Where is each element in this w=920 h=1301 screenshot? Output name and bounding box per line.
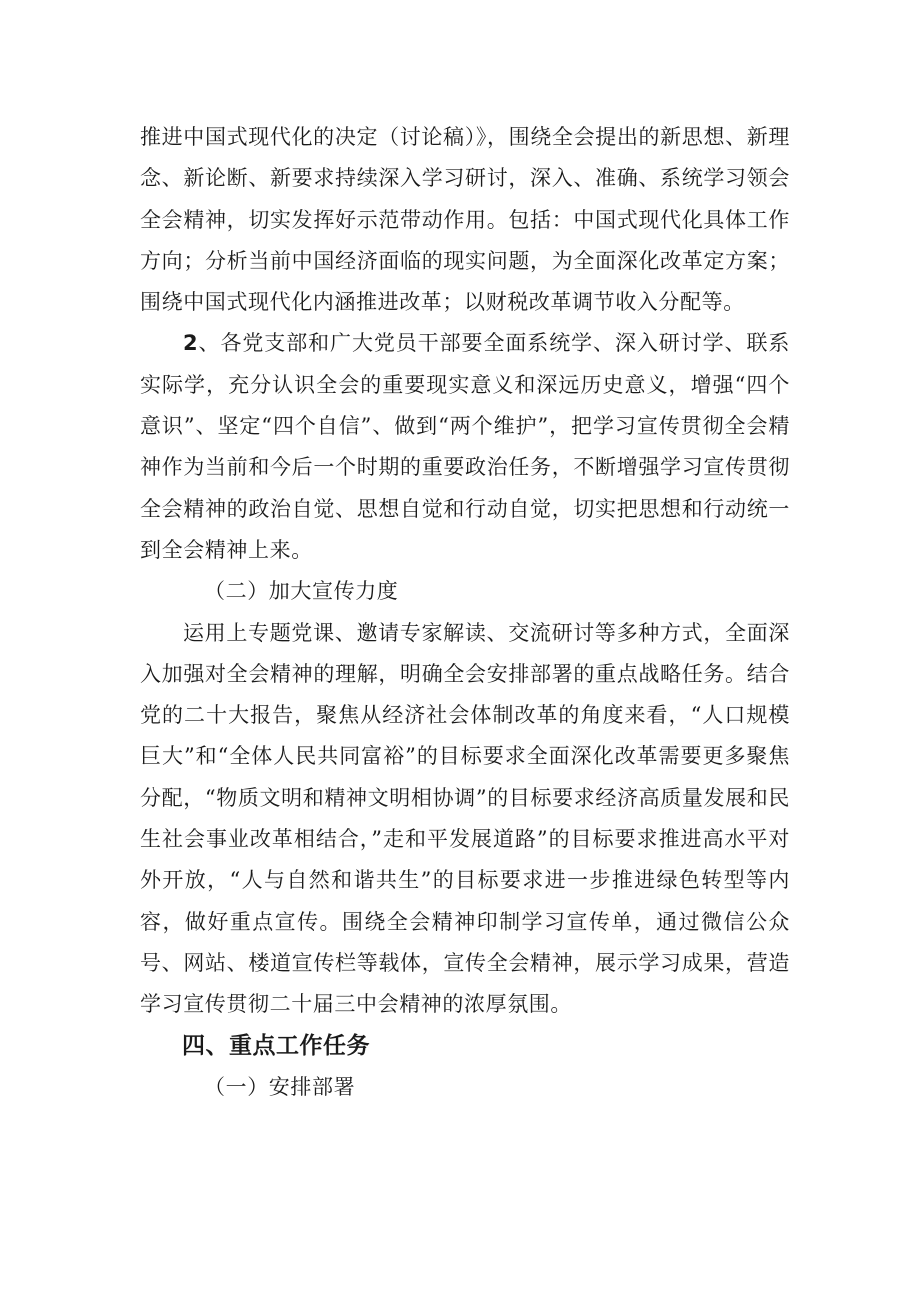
section-heading-key-tasks: 四、重点工作任务 bbox=[182, 1032, 370, 1059]
subheading-publicity: （二）加大宣传力度 bbox=[204, 579, 399, 604]
item-text: 、各党支部和广大党员干部要全面系统学、深入研讨学、联系实际学，充分认识全会的重要现实意义和深远历史意义，增强“四个意识”、坚定“四个自信”、做到“两个维护”，把学习宣传贯彻全会精神作为当前和今后一个时期的重要政治任务，不断增强学习宣传贯彻全会精神的政治自觉、思想自觉和行动自觉，切实把思想和行动统一到全会精神上来。 bbox=[140, 331, 790, 562]
paragraph-item-2 bbox=[140, 323, 790, 571]
subheading-arrangement: （一）安排部署 bbox=[204, 1074, 356, 1099]
item-number: 2 bbox=[183, 331, 199, 356]
paragraph-continued: 推进中国式现代化的决定（讨论稿）》，围绕全会提出的新思想、新理念、新论断、新要求持续深入学习研讨，深入、准确、系统学习领会全会精神，切实发挥好示范带动作用。包括：中国式现代化具体工作方向；分析当前中国经济面临的现实问题，为全面深化改革定方案；围绕中国式现代化内涵推进改革；以财税改革调节收入分配等。 bbox=[140, 125, 790, 315]
document-body bbox=[140, 117, 790, 1108]
paragraph-publicity: 运用上专题党课、邀请专家解读、交流研讨等多种方式，全面深入加强对全会精神的理解，明确全会安排部署的重点战略任务。结合党的二十大报告，聚焦从经济社会体制改革的角度来看，“人口规模巨大”和“全体人民共同富裕”的目标要求全面深化改革需要更多聚焦分配，“物质文明和精神文明相协调”的目标要求经济高质量发展和民生社会事业改革相结合，”走和平发展道路”的目标要求推进高水平对外开放，“人与自然和谐共生”的目标要求进一步推进绿色转型等内容，做好重点宣传。围绕全会精神印制学习宣传单，通过微信公众号、网站、楼道宣传栏等载体，宣传全会精神，展示学习成果，营造学习宣传贯彻二十届三中会精神的浓厚氛围。 bbox=[140, 620, 790, 1017]
